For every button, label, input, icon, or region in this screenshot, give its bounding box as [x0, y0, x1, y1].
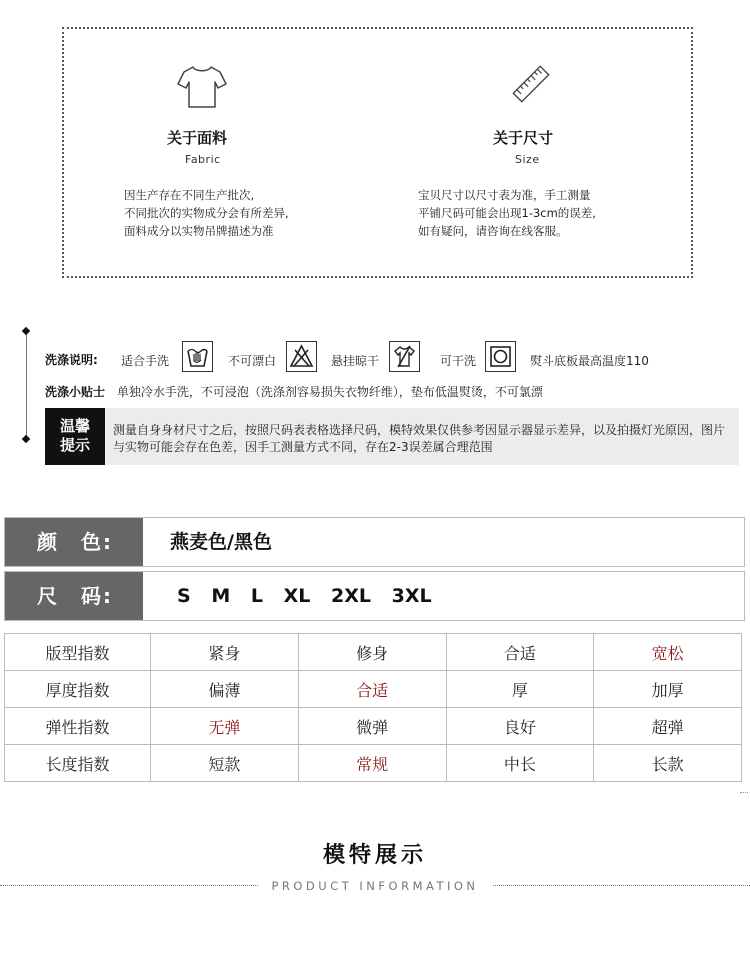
index-row-label: 厚度指数 — [5, 671, 151, 708]
washing-item-3-text: 悬挂晾干 — [331, 354, 380, 368]
size-line-1: 宝贝尺寸以尺寸表为准，手工测量 — [418, 188, 591, 202]
fabric-title: 关于面料 — [167, 129, 228, 147]
index-cell: 合适 — [298, 671, 446, 708]
size-label: 尺 码: — [5, 572, 143, 620]
size-option-l: L — [250, 585, 263, 607]
notice-badge-line-2: 提示 — [59, 436, 90, 454]
tips-row — [45, 383, 543, 400]
size-option-s: S — [177, 585, 191, 607]
info-box — [62, 27, 693, 278]
index-row-label: 版型指数 — [5, 634, 151, 671]
index-row-label: 长度指数 — [5, 745, 151, 782]
size-option-3xl: 3XL — [391, 585, 432, 607]
table-row — [5, 634, 742, 671]
table-row — [5, 671, 742, 708]
index-row-label: 弹性指数 — [5, 708, 151, 745]
size-line-3: 如有疑问，请咨询在线客服。 — [418, 224, 568, 238]
notice-text: 测量自身身材尺寸之后，按照尺码表表格选择尺码，模特效果仅供参考因显示器显示差异，以及拍摄灯光原因，图片与实物可能会存在色差，因手工测量方式不同，存在2-3误差属合理范围 — [113, 423, 726, 454]
index-cell: 良好 — [446, 708, 594, 745]
size-subtitle: Size — [515, 153, 540, 166]
index-cell: 长款 — [594, 745, 742, 782]
index-cell: 厚 — [446, 671, 594, 708]
ruler-icon — [510, 63, 552, 105]
divider-line — [26, 331, 27, 439]
index-cell: 短款 — [151, 745, 299, 782]
size-bar — [4, 571, 745, 621]
washing-item-1-text: 适合手洗 — [121, 354, 170, 368]
index-cell: 紧身 — [151, 634, 299, 671]
iron-temperature-text: 熨斗底板最高温度110 — [530, 354, 649, 368]
index-cell: 超弹 — [594, 708, 742, 745]
table-row — [5, 745, 742, 782]
dotted-mark — [740, 792, 748, 793]
hang-dry-icon — [389, 341, 420, 372]
notice-badge-line-1: 温馨 — [59, 417, 90, 435]
fabric-line-1: 因生产存在不同生产批次, — [124, 188, 255, 202]
size-option-xl: XL — [283, 585, 311, 607]
notice-badge — [45, 408, 105, 465]
index-cell: 加厚 — [594, 671, 742, 708]
tshirt-icon — [176, 63, 228, 109]
color-bar — [4, 517, 745, 567]
color-value: 燕麦色/黑色 — [170, 531, 272, 553]
no-bleach-icon — [286, 341, 317, 372]
size-line-2: 平铺尺码可能会出现1-3cm的误差, — [418, 206, 596, 220]
size-values — [177, 572, 432, 620]
washing-row — [45, 351, 98, 368]
tips-label: 洗涤小贴士 — [45, 385, 106, 399]
fabric-line-3: 面料成分以实物吊牌描述为准 — [124, 224, 274, 238]
index-cell: 微弹 — [298, 708, 446, 745]
index-cell: 中长 — [446, 745, 594, 782]
color-label: 颜 色: — [5, 518, 143, 566]
model-subtitle: PRODUCT INFORMATION — [271, 879, 479, 893]
divider-diamond-bottom — [22, 435, 30, 443]
index-cell: 修身 — [298, 634, 446, 671]
dry-clean-icon — [485, 341, 516, 372]
fabric-line-2: 不同批次的实物成分会有所差异, — [124, 206, 289, 220]
size-option-m: M — [211, 585, 231, 607]
table-row — [5, 708, 742, 745]
notice-box — [45, 408, 739, 465]
model-title: 模特展示 — [322, 842, 427, 868]
washing-label: 洗涤说明: — [45, 353, 98, 367]
size-title: 关于尺寸 — [493, 129, 554, 147]
index-cell: 常规 — [298, 745, 446, 782]
fabric-subtitle: Fabric — [185, 153, 221, 166]
washing-item-4-text: 可干洗 — [440, 354, 477, 368]
divider-diamond-top — [22, 327, 30, 335]
index-cell: 无弹 — [151, 708, 299, 745]
index-cell: 偏薄 — [151, 671, 299, 708]
washing-item-2-text: 不可漂白 — [228, 354, 277, 368]
index-cell: 合适 — [446, 634, 594, 671]
index-cell: 宽松 — [594, 634, 742, 671]
tips-text: 单独冷水手洗，不可浸泡（洗涤剂容易损失衣物纤维），垫布低温熨烫，不可氯漂 — [116, 385, 543, 399]
size-option-2xl: 2XL — [330, 585, 371, 607]
hand-wash-icon — [182, 341, 213, 372]
index-table — [4, 633, 742, 782]
